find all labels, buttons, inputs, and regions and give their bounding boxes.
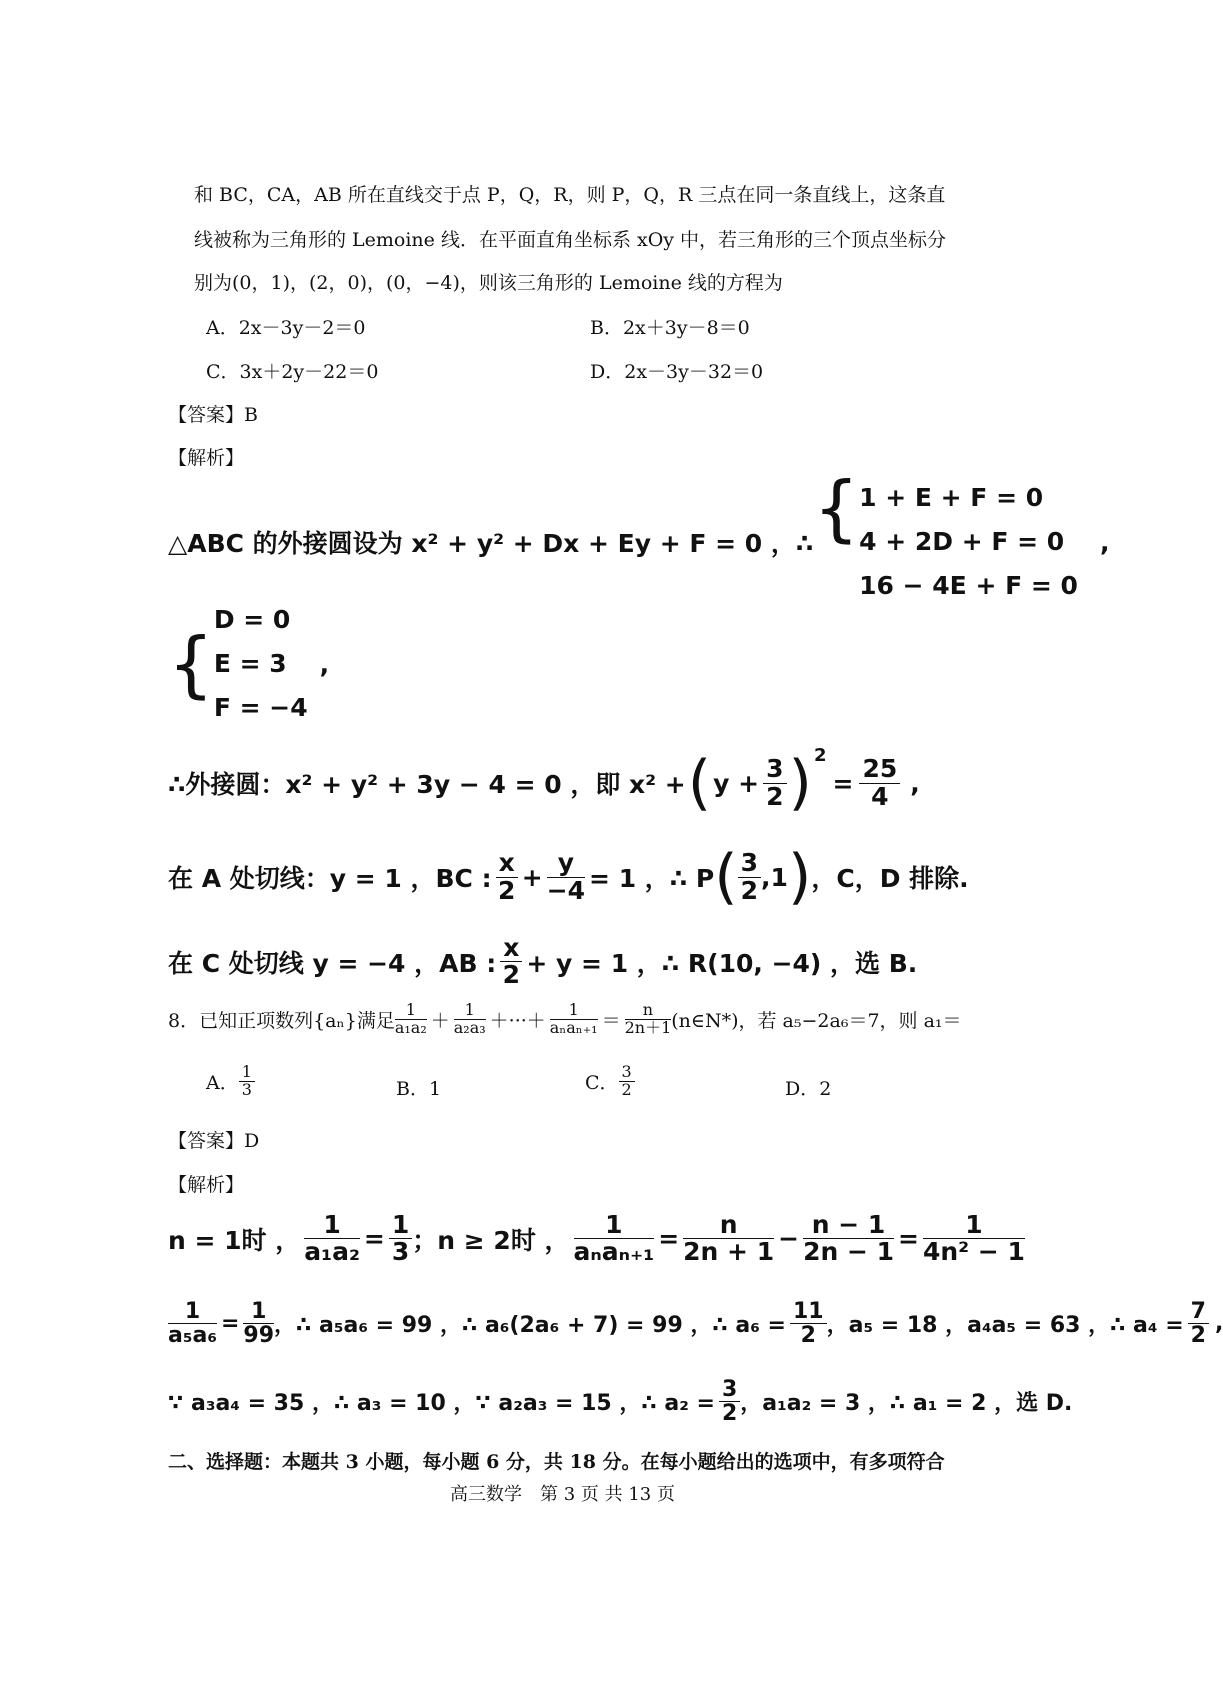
- q8-option-b: B．1: [396, 1078, 442, 1100]
- q7-option-d: D．2x－3y－32＝0: [590, 361, 764, 383]
- sys1-row-1: 1 + E + F = 0: [859, 483, 1044, 512]
- q8-step-3: ∵ a₃a₄ = 35 ，∴ a₃ = 10 ，∵ a₂a₃ = 15 ，∴ a₂ = $\frac{3}{2}$ ，a₁a₂ = 3 ，∴ a₁ = 2 ，选 D.: [168, 1377, 1073, 1427]
- q8-stem: 8．已知正项数列{aₙ}满足 $\frac{1}{\text{a₁a₂}}$ ＋ $\frac{1}{\text{a₂a₃}}$ ＋···＋ $\frac{1}{\text{aₙaₙ₊₁}}$ ＝ $\frac{n}{2n+1}$ (n∈N*)，若 a₅−2a₆＝7，则 a₁＝: [168, 1000, 962, 1037]
- q7-option-c: C．3x＋2y－22＝0: [206, 361, 379, 383]
- intro-line-2: 线被称为三角形的 Lemoine 线．在平面直角坐标系 xOy 中，若三角形的三个顶点坐标分: [194, 229, 947, 251]
- intro-line-1: 和 BC，CA，AB 所在直线交于点 P，Q，R，则 P，Q，R 三点在同一条直线上，这条直: [194, 184, 946, 206]
- sys2-row-3: F = −4: [213, 693, 308, 722]
- page-footer: 高三数学 第 3 页 共 13 页: [450, 1484, 675, 1505]
- left-brace-icon: {: [813, 466, 860, 550]
- intro-line-3: 别为(0，1)，(2，0)，(0，−4)，则该三角形的 Lemoine 线的方程为: [194, 272, 783, 294]
- q8-option-c: C． $\frac{3}{2}$: [585, 1064, 635, 1099]
- q7-tangent-c: 在 C 处切线 y = −4 ，AB : $\frac{x}{2}$ + y = 1 ，∴ R(10, −4) ，选 B.: [168, 933, 918, 990]
- q8-step-2: $\frac{1}{\text{a₅a₆}}$ = $\frac{1}{99}$ ，∴ a₅a₆ = 99 ，∴ a₆(2a₆ + 7) = 99 ，∴ a₆ = $\frac{11}{2}$ ，a₅ = 18 ，a₄a₅ = 63 ，∴ a₄ = $\frac{7}{2}$ ,: [168, 1299, 1223, 1349]
- sys1-row-2: 4 + 2D + F = 0: [859, 527, 1065, 556]
- q7-circle-equation: ∴外接圆：x² + y² + 3y − 4 = 0 ，即 x² + ( y + $\frac{3}{2}$ ) 2 = $\frac{25}{4}$ ,: [168, 744, 920, 818]
- q7-step1-lead: △ABC 的外接圆设为 x² + y² + Dx + Ey + F = 0 ，∴: [168, 529, 814, 558]
- equation-system-1: [813, 466, 1078, 608]
- q7-step-circumcircle: △ABC 的外接圆设为 x² + y² + Dx + Ey + F = 0 ，∴ { 1 + E + F = 0 4 + 2D + F = 0 16 − 4E + F = 0 ,: [168, 476, 1109, 608]
- q7-option-a: A．2x－3y－2＝0: [206, 317, 366, 339]
- equation-system-2: { D = 0 E = 3 F = −4 ,: [168, 598, 329, 730]
- q8-option-a: A． $\frac{1}{3}$: [206, 1064, 255, 1099]
- q8-step-1: n = 1时 ， $\frac{1}{\text{a₁a₂}}$ = $\frac{1}{3}$ ；n ≥ 2时 ， $\frac{1}{\text{aₙaₙ₊₁}}$ = $\frac{n}{2n + 1}$ − $\frac{n - 1}{2n - 1}$ = $\frac{1}{\text{4n² − 1}}$: [168, 1210, 1025, 1267]
- q8-answer: 【答案】D: [168, 1130, 260, 1152]
- section-2-heading: 二、选择题：本题共 3 小题，每小题 6 分，共 18 分。在每小题给出的选项中，有多项符合: [168, 1451, 945, 1473]
- sys2-row-2: E = 3: [213, 649, 287, 678]
- q8-analysis-label: 【解析】: [168, 1174, 245, 1196]
- q7-option-b: B．2x＋3y－8＝0: [590, 317, 750, 339]
- sys1-row-3: 16 − 4E + F = 0: [859, 571, 1078, 600]
- q7-analysis-label: 【解析】: [168, 447, 245, 469]
- left-brace-icon: {: [168, 621, 214, 706]
- q8-option-d: D．2: [785, 1078, 832, 1100]
- q7-answer: 【答案】B: [168, 404, 258, 426]
- sys2-row-1: D = 0: [213, 605, 291, 634]
- q7-tangent-a: 在 A 处切线：y = 1 ，BC : $\frac{x}{2}$ + $\frac{y}{-4}$ = 1 ，∴ P ( $\frac{3}{2}$ ,1 ) ，C，D 排除.: [168, 842, 969, 912]
